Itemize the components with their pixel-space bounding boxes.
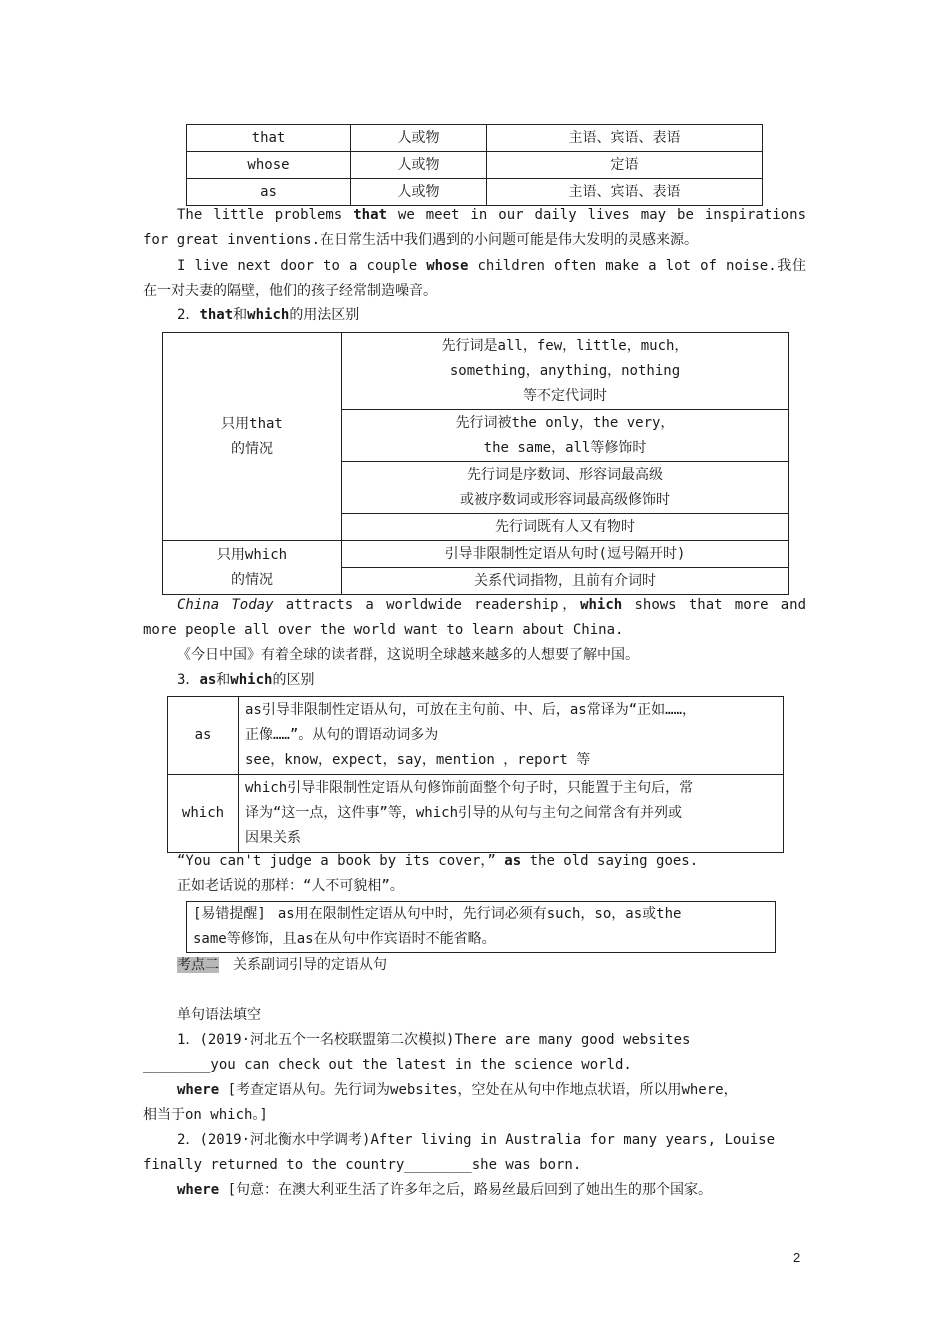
keyword: as [504, 853, 522, 869]
text: 相当于on which。] [143, 1107, 268, 1123]
text: 的用法区别 [289, 307, 360, 323]
which-label: which [168, 775, 239, 853]
table-cell: 主语、宾语、表语 [487, 125, 763, 152]
text: (2019·河北衡水中学调考)After living in Australia for many years, Louise [199, 1132, 776, 1148]
table-cell: 关系代词指物，且前有介词时 [342, 568, 789, 595]
text: 的情况 [231, 571, 273, 588]
keyword: that [353, 207, 387, 223]
table-cell: that [187, 125, 351, 152]
keyword: that [199, 307, 234, 323]
example-which-translation: 《今日中国》有着全球的读者群，这说明全球越来越多的人想要了解中国。 [177, 647, 639, 663]
text: 先行词是序数词、形容词最高级 [467, 466, 663, 483]
question-1 [143, 1028, 806, 1078]
question-number: 1． [177, 1032, 200, 1048]
question-number: 2． [177, 1132, 200, 1148]
text: the same，all等修饰时 [483, 439, 647, 456]
table-cell: 定语 [487, 152, 763, 179]
text: 只用that [221, 415, 283, 432]
which-description [239, 775, 784, 853]
table-cell: 人或物 [351, 152, 487, 179]
text: the old saying goes. [521, 853, 699, 869]
example-as-translation: 正如老话说的那样：“人不可貌相”。 [177, 878, 404, 894]
text: which引导非限制性定语从句修饰前面整个句子时，只能置于主句后，常 [245, 780, 694, 796]
example-as [177, 849, 698, 874]
text: 先行词被the only，the very， [455, 414, 675, 431]
text: 只用which [216, 546, 288, 563]
text: we meet in our daily lives may be inspirations for great inventions.在日常生活中我们遇到的小问题可能是伟大发明的灵感来源。 [143, 207, 806, 248]
as-which-table [167, 696, 784, 853]
publication-title: China Today [177, 597, 274, 613]
example-whose [143, 254, 806, 304]
table-cell [342, 410, 789, 462]
answer-keyword: where [177, 1082, 220, 1098]
answer-1 [143, 1078, 806, 1128]
text: finally returned to the country________she was born. [143, 1157, 582, 1173]
text: I live next door to a couple [177, 258, 427, 274]
kaodian-tag: 考点二 [177, 957, 219, 973]
relative-pronoun-table [186, 124, 763, 206]
text: 先行词是all，few，little，much， [441, 337, 689, 354]
table-cell [342, 514, 789, 541]
as-label: as [168, 697, 239, 775]
only-which-label [163, 541, 342, 595]
text: attracts a worldwide readership， [273, 597, 581, 613]
example-that [143, 203, 806, 253]
table-cell: 主语、宾语、表语 [487, 179, 763, 206]
section-number: 3． [177, 672, 200, 688]
text: [句意：在澳大利亚生活了许多年之后，路易丝最后回到了她出生的那个国家。 [219, 1182, 713, 1198]
table-cell: whose [187, 152, 351, 179]
table-cell: as [187, 179, 351, 206]
text: ________you can check out the latest in the science world. [143, 1057, 632, 1073]
keyword: which [230, 672, 273, 688]
answer-keyword: where [177, 1182, 220, 1198]
that-which-usage-table [162, 332, 789, 595]
text: 和 [233, 307, 248, 323]
text: 译为“这一点，这件事”等，which引导的从句与主句之间常含有并列或 [245, 805, 682, 821]
as-description [239, 697, 784, 775]
exercise-title: 单句语法填空 [177, 1007, 261, 1023]
keyword: whose [426, 258, 469, 274]
kaodian-title: 关系副词引导的定语从句 [233, 957, 387, 973]
text: (2019·河北五个一名校联盟第二次模拟)There are many good websites [199, 1032, 691, 1048]
table-cell: 人或物 [351, 179, 487, 206]
kaodian-heading [177, 953, 387, 978]
tip-box [186, 901, 776, 953]
text: “You can't judge a book by its cover，” [177, 853, 505, 869]
text: as用在限制性定语从句中时，先行词必须有such，so，as或the [277, 906, 682, 922]
keyword: as [199, 672, 217, 688]
text: same等修饰，且as在从句中作宾语时不能省略。 [193, 931, 496, 947]
text: 等不定代词时 [523, 387, 607, 404]
text: 的区别 [272, 672, 315, 688]
section-number: 2． [177, 307, 200, 323]
text: 的情况 [231, 440, 273, 457]
text: 正像……”。从句的谓语动词多为 [245, 727, 439, 743]
question-2 [143, 1128, 806, 1178]
page-number: 2 [793, 1250, 801, 1265]
text: 或被序数词或形容词最高级修饰时 [460, 491, 670, 508]
table-cell [342, 333, 789, 410]
keyword: which [247, 307, 290, 323]
text: The little problems [177, 207, 354, 223]
only-that-label [163, 333, 342, 541]
text: shows that more and more people all over the world want to learn about China. [143, 597, 807, 638]
tip-label: [易错提醒] [193, 906, 266, 922]
text: 和 [216, 672, 231, 688]
text: see，know，expect，say，mention ，report 等 [245, 752, 591, 768]
text: [考查定语从句。先行词为websites，空处在从句中作地点状语，所以用where， [219, 1082, 738, 1098]
text: children often make a lot of noise.我住在一对夫妻的隔壁，他们的孩子经常制造噪音。 [143, 258, 806, 299]
table-cell: 人或物 [351, 125, 487, 152]
text: something，anything，nothing [449, 362, 681, 379]
keyword: which [580, 597, 623, 613]
example-which [143, 593, 806, 643]
text: 因果关系 [245, 830, 301, 846]
answer-2 [143, 1178, 806, 1203]
text: as引导非限制性定语从句，可放在主句前、中、后，as常译为“正如……， [245, 702, 696, 718]
table-cell: 引导非限制性定语从句时(逗号隔开时) [342, 541, 789, 568]
section-2-heading [177, 303, 359, 328]
table-cell [342, 462, 789, 514]
text: 先行词既有人又有物时 [495, 518, 635, 535]
section-3-heading [177, 668, 314, 693]
